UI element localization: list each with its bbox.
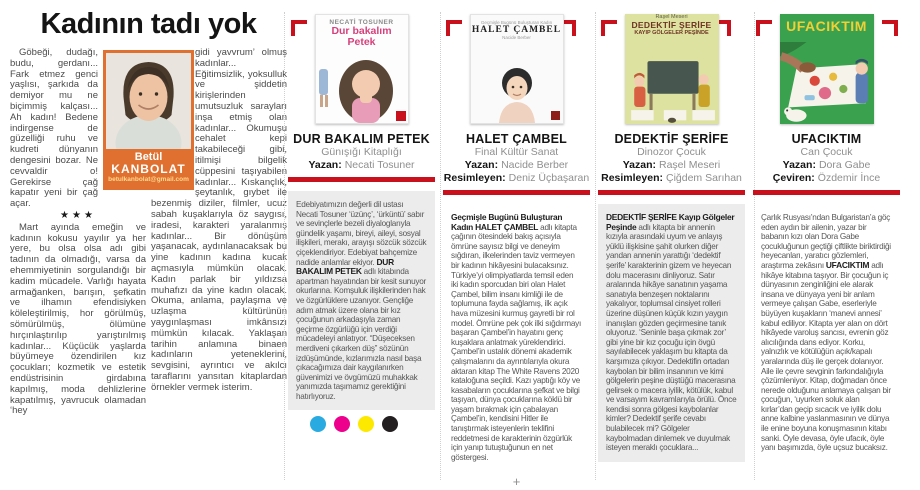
book-review-text: Edebiyatımızın değerli dil ustası Necati Tosuner ‘üzünç’, ‘ürküntü’ sabır ve sevinçlerle bezeli diyaloglarıyla gündelik yaşamı, bireyi, aileyi, sosyal ilişkileri, merakı, arayışı sözcük sözcük çiçeklendiriyor. Edebiyat bahçemize nadide anlamlar ekiyor. DUR BAKALIM PETEK adlı kitabında apartman hayatından bir kesit sunuyor okurlarına. Komşuluk ilişkilerinden hak ve özgürlüklere uzanıyor. Gençliğe adım atmak üzere olana bir kız çocuğunun arkadaşıyla zaman geçirme özgürlüğü için verdiği mücadeleyi anlatıyor. “Düşeceksen merdiveni çıkarken düş” sözünün izdüşümünde, kızlarımızla nasıl başa çıkacağımıza dair kaygılanırken güvenimizi ve övgümüzü muhakkak yanımızda taşımamız gerektiğini hatırlıyoruz. [288,191,435,410]
cover-title-line: Dur bakalım [331,25,392,37]
cover-top-line: Geçmişle Bugünü Buluşturan Kadın [480,20,553,25]
red-divider-bar [753,190,900,195]
credit-name: Çiğdem Sarıhan [666,172,742,184]
crop-mark-left-icon [446,20,462,36]
red-divider-bar [288,177,435,182]
book-credit [598,159,745,172]
cmyk-print-dots [288,416,435,432]
credit-label: Çeviren: [772,172,815,184]
cover-subtitle-line: KAYIP GÖLGELER PEŞİNDE [634,30,709,36]
cover-title-line: DEDEKTİF ŞERİFE [631,20,712,30]
book-cover-ufaciktim [780,14,874,124]
article-paragraph: Mart ayında emeğin ve kadının kokusu yayılır ya her yere, bu olsa olsa adı gibi tadının da olmadığı, varsa da ehemmiyetinin sorgulandığı bir kadim mücadele. Varlığı hayata armağanken, barışın, şefkatin ve ilhamın efendisiyken köleleştirilmiş, hor görülmüş, sömürülmüş, ölümüne hırçınlaştırılıp yarıştırılmış kadınlar... Küçücük yaşlarda büyümeye özendirilen kız çocukları; kozmetik ve estetik endüstrisinin girdabına kapılmış, moda dehlizlerine kapatılmış, yavrucuk olamadan ‘hey [10,221,146,417]
credit-name: Necati Tosuner [344,159,415,171]
article-kadinin-tadi-yok [10,6,287,484]
article-paragraph: Göbeği, dudağı, budu, gerdanı... Fark etmez genci yaşlısı, şarkıda da demiyor mu ne biçimmiş kalçası... Ah kadın! Bedene indirgense de güzelliği ruhu ve kudreti dünyanın dengesini bozar. Ne cevvaldir o! Gerekirse çağ kapatır yeni bir çağ açar. [10,47,98,210]
credit-label: Yazan: [308,159,342,171]
book-publisher: Final Kültür Sanat [474,146,559,158]
cover-author-line: NECATİ TOSUNER [329,19,394,26]
book-publisher: Dinozor Çocuk [637,146,706,158]
book-title: DEDEKTİF ŞERİFE [614,132,729,146]
credit-label: Yazan: [782,159,816,171]
book-review-text: Çarlık Rusyası’ndan Bulgaristan’a göç eden aydın bir ailenin, yazar bir babanın kızı olan Dora Gabe çocukluğunun geçtiği çiftlikte biriktirdiği heyecanları, yaratıcı gözlemleri, araştırma zekâsını UFACIKTIM adlı hikâye kitabına taşıyor. Bir çocuğun iç dünyasının zenginliğini ele alarak insana ve dünyaya yeni bir anlam vermeye çalışan Gabe, eserleriyle büyüyen kuşakların ‘manevi annesi’ kabul ediliyor. Kitapta yer alan on dört hikâyede varoluş sancısı, evrenin göz alıcılığında dans ediyor. Korku, yalnızlık ve kötülüğün açık/kapalı yaralarında düş ile gerçek dolanıyor. Aile ile çevre sevginin farkındalığıyla çözümleniyor. Kitap, doğmadan önce nerede olduğunu anlamaya çalışan bir çocuğun, ‘uyurken soluk alan kırlar’dan geçip sıcacık ve iyilik dolu anne kalbine yaslanmasının ve dünya ile enine boyuna konuşmasının kitabı sanki. Öyle devasa, öyle ufacık, öyle yanı başımızda, öyle uçsuz bucaksız. [761,213,891,453]
book-credit [288,159,435,172]
crop-mark-left-icon [601,20,617,36]
credit-label: Resimleyen: [601,172,663,184]
author-email: betulkanbolat@gmail.com [108,176,189,183]
cyan-dot-icon [310,416,326,432]
cover-subtitle-line: Nacide Berber [502,35,531,40]
book-publisher: Günışığı Kitaplığı [321,146,402,158]
book-cover-dur-bakalim-petek [315,14,409,124]
book-credit [753,159,900,172]
crop-mark-left-icon [291,20,307,36]
book-title: DUR BAKALIM PETEK [293,132,430,146]
column-separator [440,12,441,480]
author-name-plate [106,149,191,187]
cover-illustration-woman [471,61,563,123]
book-credit [753,172,900,185]
author-last-name: KANBOLAT [111,162,186,176]
crop-mark-left-icon [756,20,772,36]
book-credit [443,159,590,172]
author-portrait-image [106,53,191,149]
cover-title-line: HALET ÇAMBEL [471,25,562,35]
black-dot-icon [382,416,398,432]
red-divider-bar [443,190,590,195]
cover-title-line: UFACIKTIM [786,18,867,34]
book-review-text: DEDEKTİF ŞERİFE Kayıp Gölgeler Peşinde adlı kitapta bir annenin kızıyla arasındaki uyum ve anlayış yüklü ilişkisine şahit olurken diğer yandan annenin yarattığı ‘dedektif şerife’ karakterinin gizem ve heyecan dolu macerasını dinliyoruz. Satır aralarında hikâye sanatının yaşama sanatıyla benzeşen noktalarını yakalıyor, toplumsal cinsiyet rolleri üzerine düşünen küçük kızın yaygın inanışları gözden geçirmesine tanık oluyoruz. ‘Seninle başa çıkmak zor’ gibi yine bir kız çocuğu için övgü sayılabilecek yaklaşım bu kitapta da karşımıza çıkıyor. Dedektifin ortadan kaybolan bir bilim insanının ve kimi gölgelerin peşine düştüğü macerasına gelirsek o macera iyilik, kötülük, kabul ve varsayım kavramlarıyla örülü. Önce kendisi sonra gölgesi kaybolanlar kimler? Dedektif şerife cevabı bulabilecek mi? Gölgeler kaybolmadan dinlemek ve duyulmak isteyen meraklı çocuklara... [598,204,745,462]
author-box [103,50,194,190]
credit-name: Özdemir İnce [817,172,881,184]
cover-illustration-table [780,42,874,124]
book-title: HALET ÇAMBEL [465,132,567,146]
column-separator [284,12,285,480]
book-publisher: Can Çocuk [800,146,853,158]
book-credit [443,172,590,185]
portrait-illustration [106,53,191,149]
star-divider: ★★★ [60,209,96,221]
credit-label: Yazan: [622,159,656,171]
cover-author-line: Raşel Meseri [655,14,688,20]
cover-illustration-chalkboard [625,57,719,124]
author-first-name: Betül [134,151,163,163]
article-title: Kadının tadı yok [40,8,257,40]
credit-name: Raşel Meseri [658,159,721,171]
yellow-dot-icon [358,416,374,432]
book-cover-dedektif-serife [625,14,719,124]
credit-name: Nacide Berber [501,159,569,171]
article-paragraph: gidi yavvrum’ olmuş kadınlar... Eğitimsizlik, yoksulluk ve şiddetin kirişlerinden umutsuzluk sarayları inşa etmiş olan kadınlar... Okumuşu cehalet kepi takabileceği gibi, itilmişi bilgelik cüppesini taşıyabilen kadınlar... Kıskançlık, şeytanlık, gıybet ile bezenmiş diziler, filmler, ucuz sabah kuşaklarıyla öz saygısı, iradesi, karakteri yaralanmış kadınlar... Bir dönüşüm yaşanacak, aydınlanacaksak bu yine kadının kadına kucak açmasıyla mümkün olacak. Kadın parlak bir yıldızsa muhafızı da yine kadın olacak. Okuma, anlama, paylaşma ve uzlaşma kültürünün yaygınlaşması imkânsızı mümkün kılacak. Yaklaşan tarihin anlamına binaen kadınların yeteneklerini, sevgisini, ayrıntıcı ve akılcı taraflarını yansıtan kitaplardan örnekler vermek isterim. [151,47,287,393]
book-card-dur-bakalim-petek [288,6,435,488]
credit-name: Dora Gabe [818,159,871,171]
cover-illustration-girl [316,51,408,123]
book-card-halet-cambel [443,6,590,488]
book-card-dedektif-serife [598,6,745,488]
book-cover-halet-cambel [470,14,564,124]
book-title: UFACIKTIM [791,132,862,146]
book-review-text: Geçmişle Bugünü Buluşturan Kadın HALET ÇAMBEL adlı kitapta çağının ötesindeki bakış açısıyla ömrüne sayısız bilgi ve deneyim sığdıran, ilkelerinden taviz vermeyen bir kadının hikâyesini bulacaksınız. Türkiye’yi olimpiyatlarda temsil eden iki kadın sporcudan biri olan Halet Çambel, bilim insanı kimliği ile de toplumuna fayda sağlamış, ilk açık hava müzesini kurmuş gayretli bir rol model. Ömrüne pek çok ilki sığdırmayı başaran Çambel’in hayatını genç kuşaklara anlatmak yüreklendirici. Çambel’in ustalık dönemi akademik çalışmalarını da ayrıntılarıyla okura aktaran kitap The White Ravens 2020 kataloğuna seçildi. Kazı yaptığı köy ve kasabaların çocuklarına şefkat ve bilgi taşıyan, dünya çocuklarına köklü bir yaşam bırakmak için çabalayan Çambel’in, kendisini Hitler ile tanıştırmak isteyenlerin teklifini reddetmesi de karakterinin özgürlük için yanıp tutuştuğunun en net göstergesi. [451,212,581,462]
cover-title-line: Petek [347,35,376,48]
column-separator [595,12,596,480]
crop-mark-right-icon [882,20,898,36]
credit-label: Resimleyen: [443,172,506,184]
credit-name: Deniz Üçbaşaran [508,172,590,184]
credit-label: Yazan: [464,159,499,171]
book-credit [598,172,745,185]
red-divider-bar [598,190,745,195]
registration-mark-icon: + [512,474,521,490]
magenta-dot-icon [334,416,350,432]
book-card-ufaciktim [753,6,900,488]
